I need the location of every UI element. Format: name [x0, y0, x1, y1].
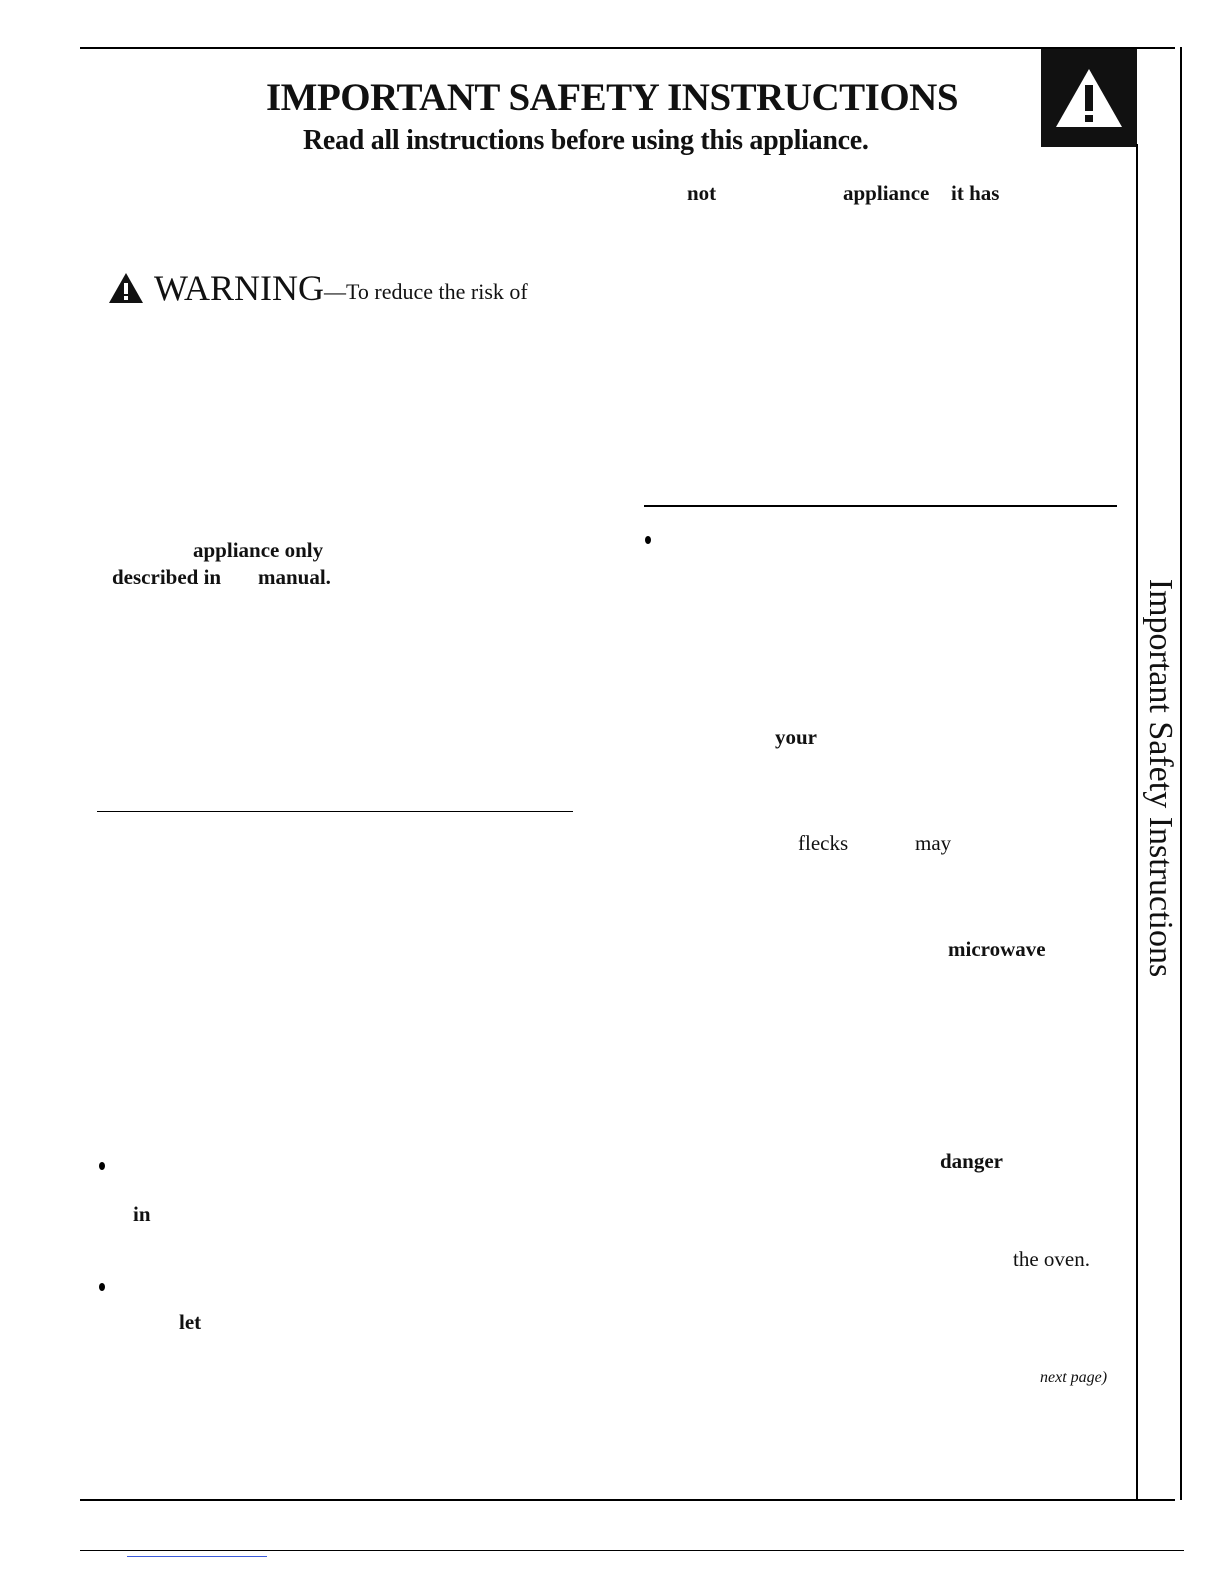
text-microwave: microwave	[948, 937, 1046, 961]
text-let: let	[179, 1310, 202, 1334]
top-rule	[80, 47, 1175, 49]
bullet	[645, 536, 651, 544]
page-subtitle: Read all instructions before using this appliance.	[303, 125, 869, 156]
text-your: your	[775, 725, 817, 749]
warning-triangle-icon	[1054, 67, 1124, 129]
bottom-rule	[80, 1499, 1175, 1501]
warning-line	[108, 270, 528, 306]
continued-note: next page)	[1040, 1369, 1108, 1386]
text-manual: manual.	[258, 565, 331, 589]
text-may: may	[915, 831, 952, 855]
left-section-rule	[97, 811, 573, 812]
text-in: in	[133, 1202, 151, 1226]
text-not: not	[687, 181, 717, 205]
bullet	[99, 1162, 105, 1170]
text-described-in: described in	[112, 565, 222, 589]
text-flecks: flecks	[798, 831, 849, 855]
warning-word: WARNING	[154, 268, 324, 308]
text-danger: danger	[940, 1149, 1003, 1173]
text-appliance-only: appliance only	[193, 538, 324, 562]
warning-text: —To reduce the risk of	[323, 279, 528, 304]
text-the-oven: the oven.	[1013, 1247, 1090, 1271]
right-frame-line	[1136, 144, 1138, 1500]
side-title: Important Safety Instructions	[1142, 578, 1179, 978]
page-title: IMPORTANT SAFETY INSTRUCTIONS	[266, 76, 959, 119]
text-appliance: appliance	[843, 181, 930, 205]
page-edge-line	[1180, 47, 1182, 1500]
right-section-rule	[644, 505, 1117, 507]
bullet	[99, 1283, 105, 1291]
warning-badge	[1041, 49, 1137, 147]
footer-link-underline	[127, 1556, 267, 1557]
text-it-has: it has	[951, 181, 1000, 205]
footer-rule	[80, 1550, 1184, 1551]
warning-small-icon	[108, 272, 144, 304]
